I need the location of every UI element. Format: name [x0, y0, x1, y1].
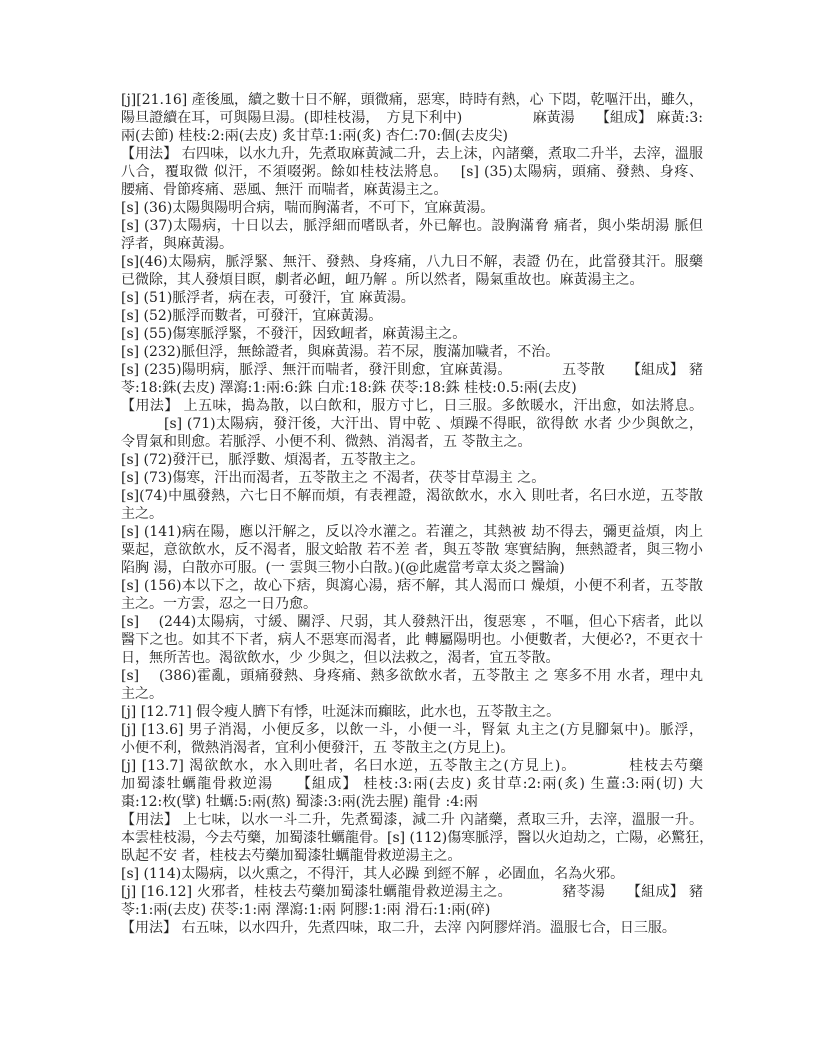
text-line: [s] (51)脈浮者，病在表，可發汗，宜 麻黃湯。 — [121, 290, 415, 306]
text-line: 陷胸 湯，白散亦可服。(一 雲與三物小白散。)(@此處當考章太炎之醫論) — [121, 560, 565, 576]
text-line: [s] (73)傷寒，汗出而渴者，五苓散主之 不渴者，茯苓甘草湯主 之。 — [121, 470, 546, 486]
text-line: [s] (52)脈浮而數者，可發汗，宜麻黃湯。 — [121, 308, 383, 324]
text-line: 兩(去節) 桂枝:2:兩(去皮) 炙甘草:1:兩(炙) 杏仁:70:個(去皮尖) — [121, 128, 508, 144]
text-line: 本雲桂枝湯，今去芍藥，加蜀漆牡蠣龍骨。[s] (112)傷寒脈浮，醫以火迫劫之，亡陽，必驚狂， — [121, 830, 714, 846]
text-line: 八合，覆取微 似汗，不須啜粥。餘如桂枝法將息。 [s] (35)太陽病，頭痛、發熱、身疼、 — [121, 164, 703, 180]
text-line: 令胃氣和則愈。若脈浮、小便不利、微熱、消渴者，五 苓散主之。 — [121, 434, 532, 450]
text-line: 浮者，與麻黃湯。 — [121, 236, 233, 252]
text-line: 醫下之也。如其不下者，病人不惡寒而渴者，此 轉屬陽明也。小便數者，大便必?，不更衣十 — [121, 632, 703, 648]
text-line: 主之。 — [121, 686, 163, 702]
text-line: 苓:1:兩(去皮) 茯苓:1:兩 澤瀉:1:兩 阿膠:1:兩 滑石:1:兩(碎) — [121, 902, 491, 918]
text-line: 主之。一方雲，忍之一日乃愈。 — [121, 596, 317, 612]
text-line: [j][21.16] 產後風，續之數十日不解，頭微痛，惡寒，時時有熱，心 下悶，乾嘔汗出，雖久， — [121, 92, 703, 108]
text-line: [s] (386)霍亂，頭痛發熱、身疼痛、熱多欲飲水者，五苓散主 之 寒多不用 水者，理中丸 — [121, 668, 703, 684]
text-line: 【用法】 上七味，以水一斗二升，先煮蜀漆，減二升 內諸藥，煮取三升，去滓，溫服一升。 — [121, 812, 703, 828]
text-line: [j] [16.12] 火邪者，桂枝去芍藥加蜀漆牡蠣龍骨救逆湯主之。 豬苓湯 【組成】 豬 — [121, 884, 703, 900]
text-line: 小便不利，微熱消渴者，宜利小便發汗，五 苓散主之(方見上)。 — [121, 740, 515, 756]
text-line: [s] (141)病在陽，應以汗解之，反以冷水灌之。若灌之，其熱被 劫不得去，彌更益煩，肉上 — [121, 524, 703, 540]
text-line: 腰痛、骨節疼痛、惡風、無汗 而喘者，麻黃湯主之。 — [121, 182, 448, 198]
text-line: 【用法】 右四味，以水九升，先煮取麻黃減二升，去上沫，內諸藥，煮取二升半，去滓，溫服 — [121, 146, 703, 162]
text-line: 苓:18:銖(去皮) 澤瀉:1:兩:6:銖 白朮:18:銖 茯苓:18:銖 桂枝:0.5:兩(去皮) — [121, 380, 577, 396]
text-line: [s] (244)太陽病，寸緩、關浮、尺弱，其人發熱汗出，復惡寒 ，不嘔，但心下痞者，此以 — [121, 614, 703, 630]
text-line: [j] [13.7] 渴欲飲水，水入則吐者，名曰水逆，五苓散主之(方見上)。 桂枝去芍藥 — [121, 758, 703, 774]
text-line: [s] (156)本以下之，故心下痞，與瀉心湯，痞不解，其人渴而口 燥煩，小便不利者，五苓散 — [121, 578, 703, 594]
text-line: [s] (55)傷寒脈浮緊，不發汗，因致衄者，麻黃湯主之。 — [121, 326, 467, 342]
text-line: 棗:12:枚(擘) 牡蠣:5:兩(熬) 蜀漆:3:兩(洗去腥) 龍骨 :4:兩 — [121, 794, 478, 810]
document-body — [121, 91, 714, 937]
text-line: 加蜀漆牡蠣龍骨救逆湯 【組成】 桂枝:3:兩(去皮) 炙甘草:2:兩(炙) 生薑:3:兩(切) 大 — [121, 776, 703, 792]
text-line: 日，無所苦也。渴欲飲水，少 少與之，但以法救之，渴者，宜五苓散。 — [121, 650, 560, 666]
text-line: 主之。 — [121, 506, 163, 522]
text-line: 【用法】 右五味，以水四升，先煮四味，取二升，去滓 內阿膠烊消。溫服七合，日三服。 — [121, 920, 676, 936]
text-line: [s] (114)太陽病，以火熏之，不得汗，其人必躁 到經不解 ，必圊血，名為火邪。 — [121, 866, 625, 882]
text-line: [s] (235)陽明病，脈浮、無汗而喘者，發汗則愈，宜麻黃湯。 五苓散 【組成】 豬 — [121, 362, 703, 378]
text-line: 臥起不安 者，桂枝去芍藥加蜀漆牡蠣龍骨救逆湯主之。 — [121, 848, 462, 864]
text-line: 已微除，其人發煩目瞑，劇者必衄，衄乃解 。所以然者，陽氣重故也。麻黃湯主之。 — [121, 272, 644, 288]
text-line: [s] (36)太陽與陽明合病，喘而胸滿者，不可下，宜麻黃湯。 — [121, 200, 495, 216]
text-line: [s] (71)太陽病，發汗後，大汗出、胃中乾 、煩躁不得眠，欲得飲 水者 少少與飲之， — [121, 416, 703, 432]
text-line: 【用法】 上五味，搗為散，以白飲和，服方寸匕，日三服。多飲暖水，汗出愈，如法將息。 — [121, 398, 703, 414]
text-line: [s] (72)發汗已，脈浮數、煩渴者，五苓散主之。 — [121, 452, 425, 468]
text-line: [j] [12.71] 假令瘦人臍下有悸，吐涎沫而癲眩，此水也，五苓散主之。 — [121, 704, 561, 720]
text-line: 粟起，意欲飲水，反不渴者，服文蛤散 若不差 者，與五苓散 寒實結胸，無熱證者，與三物小 — [121, 542, 703, 558]
text-line: [j] [13.6] 男子消渴，小便反多，以飲一斗，小便一斗，腎氣 丸主之(方見腳氣中)。脈浮， — [121, 722, 703, 738]
text-line: 陽旦證續在耳，可與陽旦湯。(即桂枝湯， 方見下利中) 麻黃湯 【組成】 麻黃:3: — [121, 110, 703, 126]
text-line: [s](46)太陽病，脈浮緊、無汗、發熱、身疼痛，八九日不解，表證 仍在，此當發其汗。服藥 — [121, 254, 703, 270]
text-line: [s] (37)太陽病，十日以去，脈浮細而嗜臥者，外已解也。設胸滿脅 痛者，與小柴胡湯 脈但 — [121, 218, 703, 234]
text-line: [s] (232)脈但浮，無餘證者，與麻黃湯。若不尿，腹滿加噦者，不治。 — [121, 344, 560, 360]
text-line: [s](74)中風發熱，六七日不解而煩，有表裡證，渴欲飲水，水入 則吐者，名曰水逆，五苓散 — [121, 488, 703, 504]
